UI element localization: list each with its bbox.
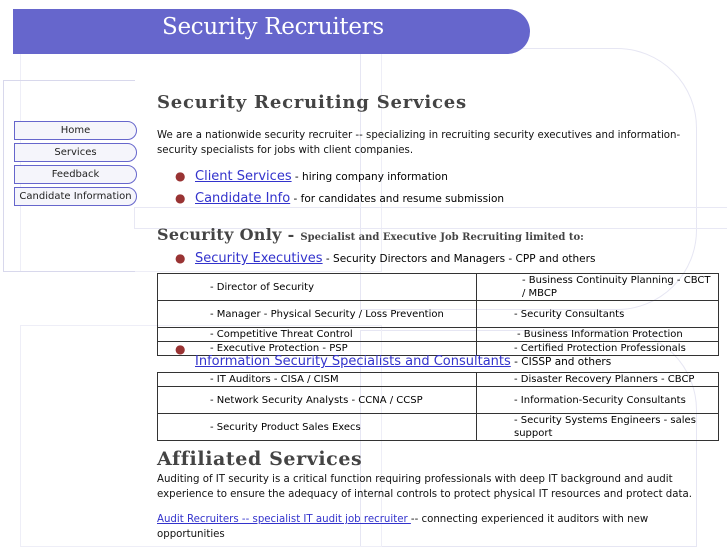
table-cell: - Disaster Recovery Planners - CBCP	[477, 373, 719, 387]
table-cell: - Manager - Physical Security / Loss Prevention	[158, 301, 477, 328]
sidebar-nav	[3, 80, 135, 272]
table-cell: - Network Security Analysts - CCNA / CCSP	[158, 387, 477, 414]
table-cell: - Information-Security Consultants	[477, 387, 719, 414]
security-executives-line	[195, 251, 595, 266]
bullet-icon: ●	[175, 191, 186, 205]
audit-recruiters-link[interactable]: Audit Recruiters -- specialist IT audit job recruiter	[157, 514, 411, 525]
table-cell: - Security Consultants	[477, 301, 719, 328]
table-cell: - Business Continuity Planning - CBCT / MBCP	[477, 274, 719, 301]
nav-services-button[interactable]: Services	[14, 143, 137, 162]
affiliated-heading: Affiliated Services	[157, 448, 363, 470]
client-services-link[interactable]: Client Services	[195, 169, 292, 184]
infosec-desc: - CISSP and others	[510, 356, 612, 368]
security-only-subheading: Specialist and Executive Job Recruiting limited to:	[300, 232, 584, 243]
bullet-icon: ●	[175, 342, 186, 356]
table-cell: - Competitive Threat Control	[158, 328, 477, 342]
infosec-link[interactable]: Information Security Specialists and Consultants	[195, 354, 511, 369]
intro-text: We are a nationwide security recruiter -- specializing in recruiting security executives and information-security specialists for jobs with client companies.	[157, 130, 681, 156]
nav-candidate-information-button[interactable]: Candidate Information	[14, 187, 137, 206]
security-only-heading	[157, 225, 584, 244]
table-row	[158, 387, 719, 414]
nav-feedback-button[interactable]: Feedback	[14, 165, 137, 184]
audit-recruiters-paragraph	[157, 512, 677, 542]
table-row	[158, 328, 719, 342]
security-only-title: Security Only -	[157, 225, 295, 244]
table-row	[158, 414, 719, 441]
security-executives-desc: - Security Directors and Managers - CPP and others	[322, 253, 596, 265]
table-row	[158, 274, 719, 301]
table-cell: - Security Systems Engineers - sales support	[477, 414, 719, 441]
table-cell: - Security Product Sales Execs	[158, 414, 477, 441]
table-cell: - Certified Protection Professionals	[477, 342, 719, 356]
table-row	[158, 301, 719, 328]
infosec-table	[157, 372, 719, 441]
table-cell: - Executive Protection - PSP	[158, 342, 477, 356]
table-cell: - IT Auditors - CISA / CISM	[158, 373, 477, 387]
candidate-info-desc: - for candidates and resume submission	[290, 193, 505, 205]
audit-recruiters-desc: -- connecting experienced it auditors with new opportunities	[157, 514, 649, 540]
client-services-desc: - hiring company information	[291, 171, 448, 183]
table-cell: - Director of Security	[158, 274, 477, 301]
infosec-line	[195, 354, 611, 369]
candidate-info-line	[195, 191, 504, 206]
nav-home-button[interactable]: Home	[14, 121, 137, 140]
candidate-info-link[interactable]: Candidate Info	[195, 191, 291, 206]
services-heading: Security Recruiting Services	[157, 92, 467, 113]
security-executives-link[interactable]: Security Executives	[195, 251, 323, 266]
bullet-icon: ●	[175, 169, 186, 183]
bullet-icon: ●	[175, 251, 186, 265]
affiliated-text: Auditing of IT security is a critical function requiring professionals with deep IT background and audit experience to ensure the adequacy of internal controls to protect physical IT resources and protect data.	[157, 474, 692, 500]
site-title: Security Recruiters	[162, 14, 384, 40]
client-services-line	[195, 169, 448, 184]
table-row	[158, 373, 719, 387]
table-cell: - Business Information Protection	[477, 328, 719, 342]
executives-table	[157, 273, 719, 356]
